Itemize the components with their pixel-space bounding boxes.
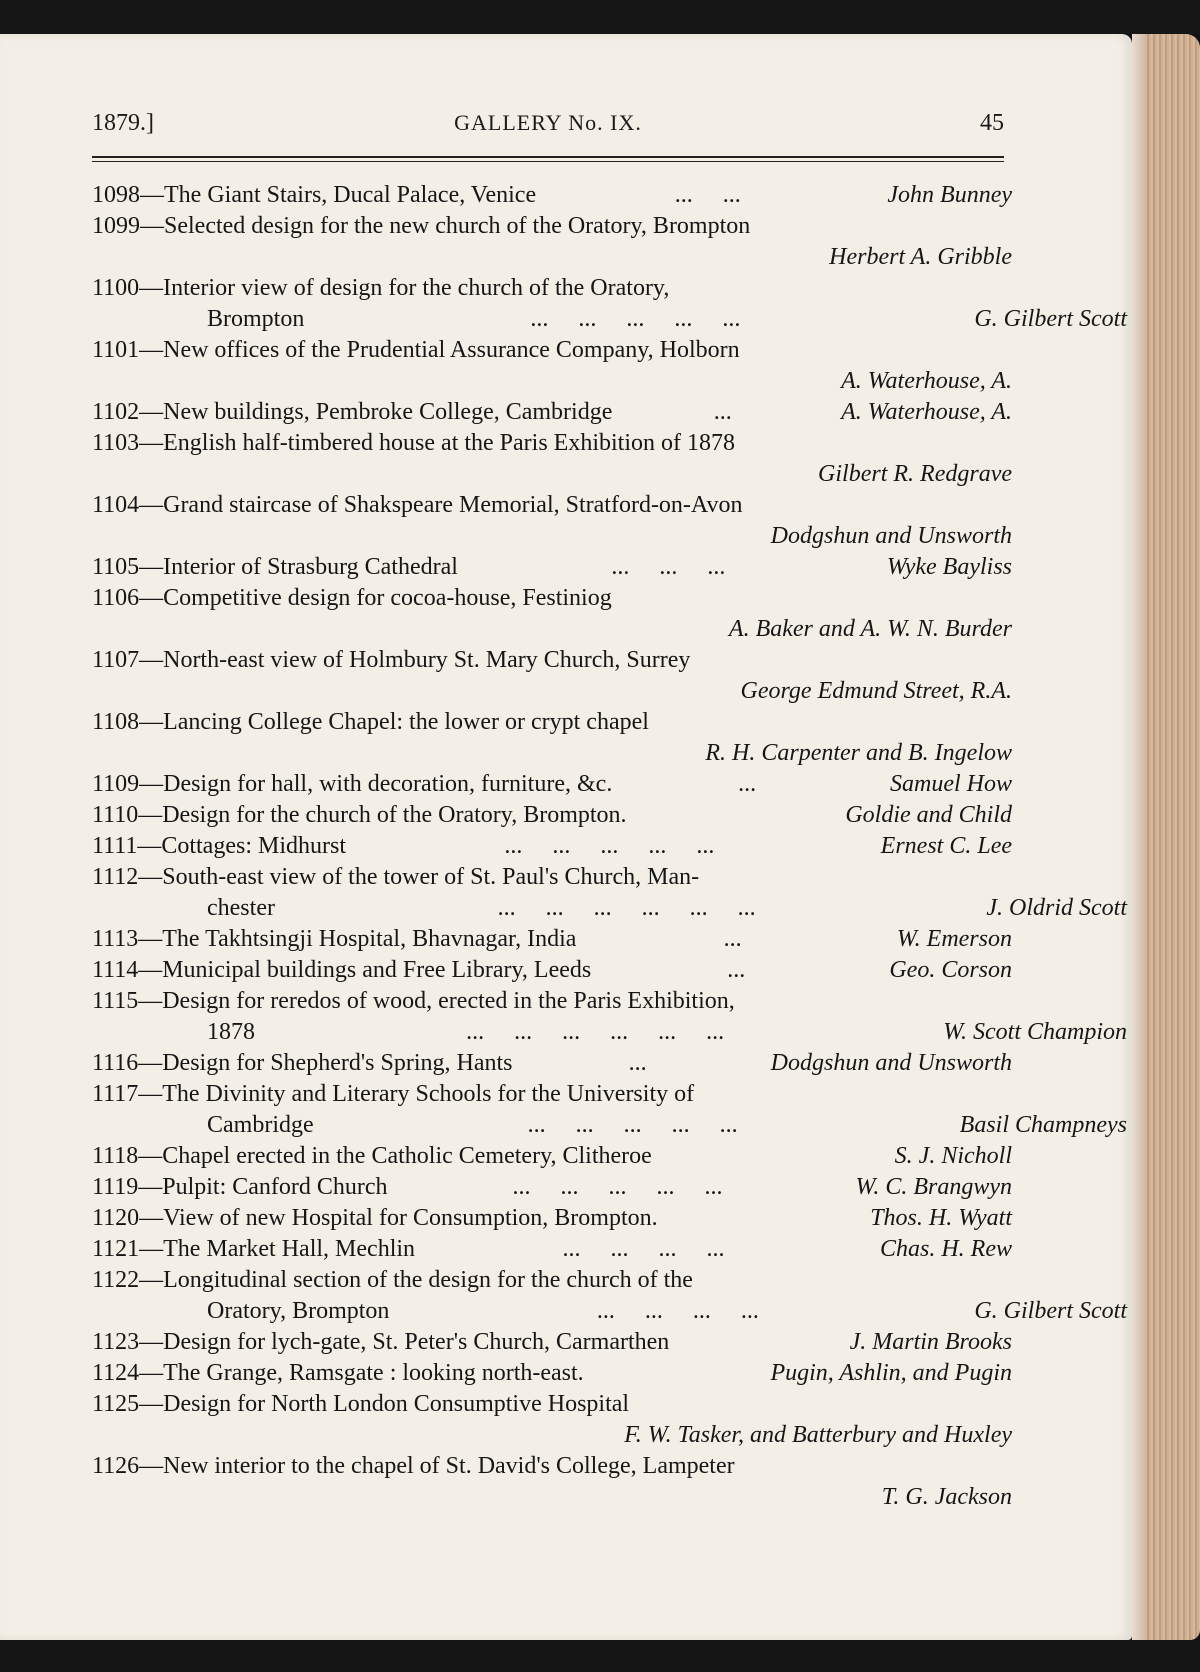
catalogue-entry: [92, 800, 1012, 831]
entry-number: 1126—: [92, 1453, 164, 1479]
leader-dots: ...: [713, 399, 732, 425]
entry-line: [92, 1451, 1012, 1482]
architect-name: Goldie and Child: [845, 802, 1012, 828]
page-edge-inner: [1132, 34, 1146, 1640]
catalogue-entry: [92, 862, 1127, 924]
entry-line: [92, 273, 1012, 304]
page-number: 45: [980, 110, 1004, 136]
entry-line: [92, 1141, 1012, 1172]
header-rule-thick: [92, 156, 1004, 158]
entry-number: 1125—: [92, 1391, 164, 1417]
entry-title: New buildings, Pembroke College, Cambridge: [163, 399, 613, 425]
architect-name: Geo. Corson: [889, 957, 1012, 983]
entry-title: 1878: [207, 1019, 255, 1045]
architect-name: A. Waterhouse, A.: [841, 368, 1012, 394]
entry-number: 1110—: [92, 802, 163, 828]
catalogue-entry: [92, 583, 1012, 645]
architect-name: J. Oldrid Scott: [986, 895, 1127, 921]
architect-name: Gilbert R. Redgrave: [818, 461, 1012, 487]
leader-dots: ...: [723, 926, 742, 952]
entry-line: [92, 211, 1012, 242]
catalogue-entries: [92, 180, 1127, 1513]
catalogue-entry: [92, 1358, 1012, 1389]
entry-number: 1105—: [92, 554, 164, 580]
catalogue-entry: [92, 769, 1012, 800]
entry-line: [92, 1234, 1012, 1265]
entry-line: [92, 1203, 1012, 1234]
architect-name: R. H. Carpenter and B. Ingelow: [705, 740, 1012, 766]
entry-title: Interior of Strasburg Cathedral: [163, 554, 458, 580]
entry-number: 1112—: [92, 864, 163, 890]
entry-number: 1102—: [92, 399, 164, 425]
catalogue-entry: [92, 1451, 1012, 1513]
entry-title: Oratory, Brompton: [207, 1298, 390, 1324]
catalogue-entry: [92, 955, 1012, 986]
leader-dots: ... ... ... ...: [562, 1236, 725, 1262]
entry-title: Longitudinal section of the design for the church of the: [163, 1267, 693, 1293]
entry-number: 1100—: [92, 275, 164, 301]
architect-name: John Bunney: [887, 182, 1012, 208]
architect-name: J. Martin Brooks: [849, 1329, 1012, 1355]
catalogue-entry: [92, 645, 1012, 707]
entry-title: Municipal buildings and Free Library, Leeds: [162, 957, 592, 983]
architect-name: F. W. Tasker, and Batterbury and Huxley: [624, 1422, 1012, 1448]
entry-title: Design for the church of the Oratory, Brompton.: [162, 802, 627, 828]
entry-title: Grand staircase of Shakspeare Memorial, Stratford-on-Avon: [163, 492, 743, 518]
architect-name: S. J. Nicholl: [894, 1143, 1012, 1169]
entry-line: [92, 1327, 1012, 1358]
entry-title: Cambridge: [207, 1112, 314, 1138]
catalogue-entry: [92, 986, 1127, 1048]
entry-line: [92, 862, 1012, 893]
bottom-shadow-bar: [0, 1640, 1200, 1672]
catalogue-entry: [92, 490, 1012, 552]
entry-line: [92, 1265, 1012, 1296]
entry-number: 1118—: [92, 1143, 163, 1169]
catalogue-entry: [92, 1048, 1012, 1079]
entry-number: 1108—: [92, 709, 164, 735]
catalogue-entry: [92, 428, 1012, 490]
entry-title: The Divinity and Literary Schools for the University of: [162, 1081, 695, 1107]
leader-dots: ... ... ... ... ...: [504, 833, 715, 859]
entry-title: Cottages: Midhurst: [161, 833, 346, 859]
entry-title: Design for Shepherd's Spring, Hants: [162, 1050, 513, 1076]
architect-name: Dodgshun and Unsworth: [770, 1050, 1012, 1076]
entry-line: [92, 1048, 1012, 1079]
entry-number: 1117—: [92, 1081, 163, 1107]
catalogue-entry: [92, 1265, 1127, 1327]
entry-title: Brompton: [207, 306, 305, 332]
architect-name: Basil Champneys: [959, 1112, 1127, 1138]
entry-title: New offices of the Prudential Assurance Company, Holborn: [163, 337, 740, 363]
architect-name: Ernest C. Lee: [880, 833, 1012, 859]
entry-number: 1109—: [92, 771, 164, 797]
leader-dots: ... ... ... ... ...: [512, 1174, 723, 1200]
entry-number: 1115—: [92, 988, 163, 1014]
entry-number: 1111—: [92, 833, 162, 859]
entry-line: [92, 800, 1012, 831]
entry-title: The Market Hall, Mechlin: [163, 1236, 416, 1262]
entry-title: Design for North London Consumptive Hospital: [163, 1391, 630, 1417]
entry-line: [92, 490, 1012, 521]
leader-dots: ... ... ... ... ...: [530, 306, 741, 332]
catalogue-entry: [92, 831, 1012, 862]
entry-number: 1114—: [92, 957, 163, 983]
header-rule-thin: [92, 161, 1004, 162]
leader-dots: ...: [738, 771, 757, 797]
leader-dots: ... ... ... ... ... ...: [466, 1019, 725, 1045]
leader-dots: ... ...: [674, 182, 741, 208]
catalogue-entry: [92, 1079, 1127, 1141]
entry-number: 1122—: [92, 1267, 164, 1293]
entry-line: [92, 707, 1012, 738]
architect-name: G. Gilbert Scott: [974, 306, 1127, 332]
entry-line: [92, 831, 1012, 862]
architect-name: Chas. H. Rew: [880, 1236, 1012, 1262]
top-shadow-bar: [0, 0, 1200, 34]
architect-name: W. Scott Champion: [943, 1019, 1127, 1045]
entry-line: [92, 769, 1012, 800]
entry-title: The Giant Stairs, Ducal Palace, Venice: [164, 182, 537, 208]
entry-title: Pulpit: Canford Church: [162, 1174, 388, 1200]
catalogue-entry: [92, 335, 1012, 397]
entry-title: Design for hall, with decoration, furniture, &c.: [163, 771, 613, 797]
entry-number: 1099—: [92, 213, 164, 239]
catalogue-entry: [92, 924, 1012, 955]
leader-dots: ... ... ... ...: [596, 1298, 759, 1324]
entry-line: [92, 335, 1012, 366]
architect-name: Dodgshun and Unsworth: [770, 523, 1012, 549]
leader-dots: ... ... ...: [611, 554, 726, 580]
entry-number: 1098—: [92, 182, 164, 208]
entry-number: 1107—: [92, 647, 164, 673]
entry-continuation-line: [92, 893, 1127, 924]
architect-name: Herbert A. Gribble: [829, 244, 1012, 270]
entry-title: View of new Hospital for Consumption, Brompton.: [163, 1205, 658, 1231]
entry-number: 1124—: [92, 1360, 164, 1386]
architect-name: Pugin, Ashlin, and Pugin: [770, 1360, 1012, 1386]
entry-number: 1104—: [92, 492, 164, 518]
catalogue-entry: [92, 1203, 1012, 1234]
leader-dots: ...: [727, 957, 746, 983]
entry-title: Design for lych-gate, St. Peter's Church, Carmarthen: [163, 1329, 670, 1355]
entry-title: Competitive design for cocoa-house, Festiniog: [163, 585, 612, 611]
catalogue-entry: [92, 1234, 1012, 1265]
catalogue-entry: [92, 707, 1012, 769]
catalogue-entry: [92, 1141, 1012, 1172]
entry-line: [92, 1358, 1012, 1389]
leader-dots: ... ... ... ... ... ...: [497, 895, 756, 921]
architect-name: W. C. Brangwyn: [855, 1174, 1012, 1200]
entry-title: Interior view of design for the church of the Oratory,: [163, 275, 670, 301]
entry-number: 1106—: [92, 585, 164, 611]
entry-number: 1119—: [92, 1174, 163, 1200]
entry-line: [92, 583, 1012, 614]
entry-line: [92, 986, 1012, 1017]
architect-name: T. G. Jackson: [881, 1484, 1012, 1510]
entry-title: Selected design for the new church of the Oratory, Brompton: [164, 213, 751, 239]
catalogue-entry: [92, 1327, 1012, 1358]
architect-name: G. Gilbert Scott: [974, 1298, 1127, 1324]
leader-dots: ... ... ... ... ...: [527, 1112, 738, 1138]
entry-title: Chapel erected in the Catholic Cemetery, Clitheroe: [162, 1143, 652, 1169]
architect-name: George Edmund Street, R.A.: [740, 678, 1012, 704]
entry-line: [92, 428, 1012, 459]
entry-line: [92, 1079, 1012, 1110]
running-header: [92, 110, 1004, 150]
header-year: 1879.]: [92, 110, 154, 136]
catalogue-entry: [92, 273, 1127, 335]
architect-name: A. Baker and A. W. N. Burder: [728, 616, 1012, 642]
leader-dots: ...: [628, 1050, 647, 1076]
entry-title: Lancing College Chapel: the lower or crypt chapel: [163, 709, 649, 735]
entry-number: 1113—: [92, 926, 163, 952]
entry-line: [92, 552, 1012, 583]
entry-number: 1101—: [92, 337, 164, 363]
entry-title: chester: [207, 895, 275, 921]
entry-title: North-east view of Holmbury St. Mary Church, Surrey: [163, 647, 691, 673]
architect-name: Samuel How: [890, 771, 1012, 797]
catalogue-entry: [92, 1389, 1012, 1451]
entry-title: The Takhtsingji Hospital, Bhavnagar, India: [162, 926, 577, 952]
entry-line: [92, 1389, 1012, 1420]
entry-line: [92, 180, 1012, 211]
catalogue-entry: [92, 180, 1012, 211]
entry-line: [92, 1172, 1012, 1203]
entry-line: [92, 397, 1012, 428]
entry-continuation-line: [92, 1296, 1127, 1327]
entry-line: [92, 645, 1012, 676]
architect-name: Wyke Bayliss: [886, 554, 1012, 580]
architect-name: W. Emerson: [896, 926, 1012, 952]
catalogue-entry: [92, 211, 1012, 273]
catalogue-entry: [92, 397, 1012, 428]
catalogue-entry: [92, 552, 1012, 583]
entry-line: [92, 924, 1012, 955]
architect-name: Thos. H. Wyatt: [870, 1205, 1012, 1231]
entry-title: New interior to the chapel of St. David's College, Lampeter: [163, 1453, 735, 1479]
entry-continuation-line: [92, 304, 1127, 335]
entry-line: [92, 955, 1012, 986]
catalogue-entry: [92, 1172, 1012, 1203]
entry-title: Design for reredos of wood, erected in the Paris Exhibition,: [162, 988, 735, 1014]
header-gallery-title: GALLERY No. IX.: [454, 110, 642, 135]
entry-number: 1116—: [92, 1050, 163, 1076]
entry-continuation-line: [92, 1017, 1127, 1048]
entry-number: 1123—: [92, 1329, 164, 1355]
entry-continuation-line: [92, 1110, 1127, 1141]
entry-title: English half-timbered house at the Paris Exhibition of 1878: [163, 430, 736, 456]
entry-number: 1121—: [92, 1236, 164, 1262]
entry-number: 1103—: [92, 430, 164, 456]
architect-name: A. Waterhouse, A.: [841, 399, 1012, 425]
entry-title: The Grange, Ramsgate : looking north-east.: [163, 1360, 584, 1386]
entry-number: 1120—: [92, 1205, 164, 1231]
entry-title: South-east view of the tower of St. Paul's Church, Man-: [162, 864, 700, 890]
